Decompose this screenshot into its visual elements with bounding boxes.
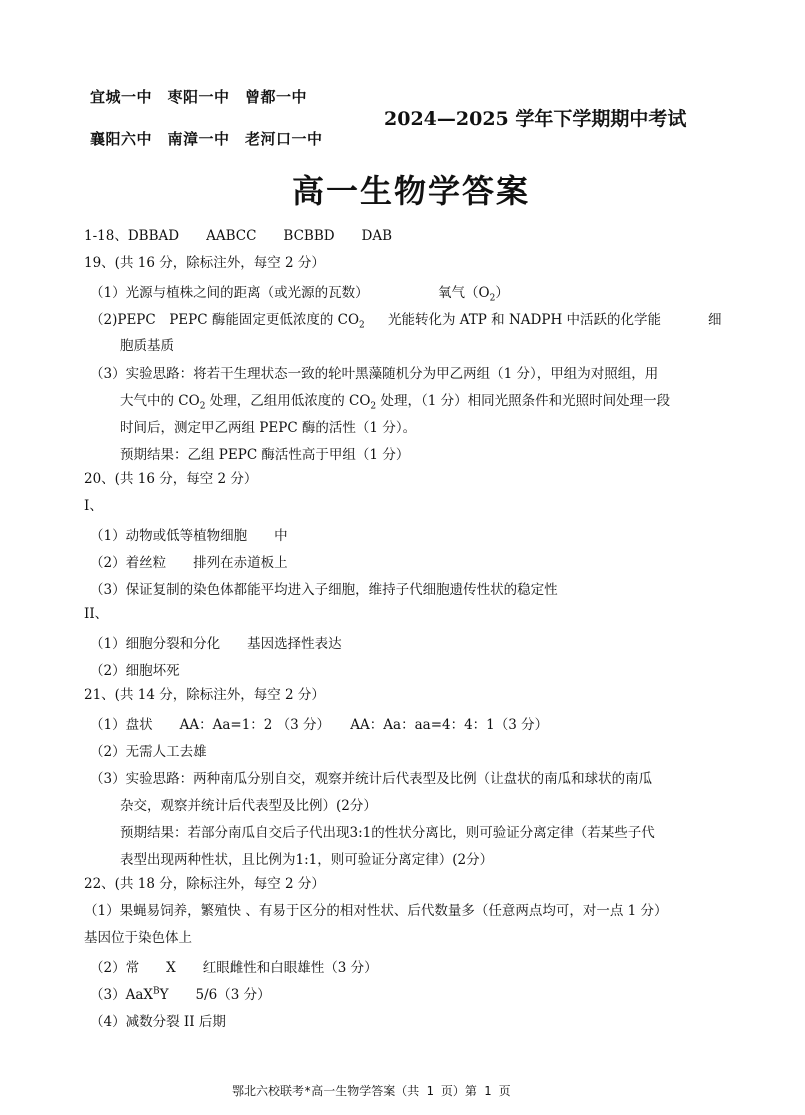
q19-2-answer-d: 胞质基质 (120, 338, 174, 354)
q21-2: （2）无需人工去雄 (90, 744, 207, 760)
q21-3-expected: 预期结果：若部分南瓜自交后子代出现3:1的性状分离比，则可验证分离定律（若某些子代 (120, 825, 655, 841)
school-list-row-2: 襄阳六中 南漳一中 老河口一中 (90, 130, 323, 148)
school-list-row-1: 宜城一中 枣阳一中 曾都一中 (90, 88, 308, 106)
q19-1-answer-b: 氧气$(O_2)$ (438, 285, 509, 304)
q21-3-expected-b: 表型出现两种性状，且比例为1:1，则可验证分离定律）(2分） (120, 852, 494, 868)
page-title: 高一生物学答案 (292, 172, 531, 210)
q21-3-b: 杂交，观察并统计后代表型及比例）(2分） (120, 798, 377, 814)
q20-II-2: （2）细胞坏死 (90, 663, 180, 679)
q21-heading: 21、(共 14 分，除标注外，每空 2 分） (84, 687, 325, 703)
q19-2-answer-b: 光能转化为 ATP 和 NADPH 中活跃的化学能 (388, 312, 662, 328)
q20-part-I: I、 (84, 498, 103, 514)
q22-2: （2）常 X 红眼雌性和白眼雄性（3 分） (90, 960, 378, 976)
q20-I-2: （2）着丝粒 排列在赤道板上 (90, 555, 288, 571)
q19-3-answer-c: 时间后，测定甲乙两组 PEPC 酶的活性（1 分）。 (120, 420, 417, 436)
q19-1-answer: （1）光源与植株之间的距离（或光源的瓦数） (90, 285, 369, 301)
q20-part-II: II、 (84, 606, 109, 622)
q19-3-answer: （3）实验思路：将若干生理状态一致的轮叶黑藻随机分为甲乙两组（1 分），甲组为对照组，用 (90, 366, 659, 382)
page-footer: 鄂北六校联考*高一生物学答案（共 1 页）第 1 页 (232, 1084, 511, 1098)
q19-2-answer: （2)PEPC PEPC 酶能固定更低浓度的 $CO_2$ (90, 312, 365, 331)
q22-1: （1）果蝇易饲养，繁殖快 、有易于区分的相对性状、后代数量多（任意两点均可，对一点 1 分） (84, 903, 668, 919)
q19-2-answer-c: 细 (708, 312, 722, 328)
q22-3: （3）AaX$^B$Y 5/6（3 分） (90, 986, 271, 1003)
q21-3: （3）实验思路：两种南瓜分别自交，观察并统计后代表型及比例（让盘状的南瓜和球状的南瓜 (90, 771, 653, 787)
q19-3-expected: 预期结果：乙组 PEPC 酶活性高于甲组（1 分） (120, 447, 410, 463)
q19-heading: 19、(共 16 分，除标注外，每空 2 分） (84, 255, 325, 271)
q20-I-3: （3）保证复制的染色体都能平均进入子细胞，维持子代细胞遗传性状的稳定性 (90, 582, 558, 598)
q20-I-1: （1）动物或低等植物细胞 中 (90, 528, 288, 544)
q22-4: （4）减数分裂 II 后期 (90, 1014, 226, 1030)
q22-1-b: 基因位于染色体上 (84, 930, 192, 946)
q19-3-answer-b: 大气中的 $CO_2$ 处理，乙组用低浓度的 $CO_2$ 处理，（1 分）相同光照条件和光照时间处理一段 (120, 393, 671, 412)
exam-title: 2024—2025 学年下学期期中考试 (384, 108, 687, 130)
q21-1: （1）盘状 AA：Aa=1：2 （3 分） AA：Aa：aa=4：4：1（3 分） (90, 717, 549, 733)
q20-heading: 20、(共 16 分，每空 2 分） (84, 471, 258, 487)
mc-answers: 1-18、DBBAD AABCC BCBBD DAB (84, 228, 393, 244)
q22-heading: 22、(共 18 分，除标注外，每空 2 分） (84, 876, 325, 892)
q20-II-1: （1）细胞分裂和分化 基因选择性表达 (90, 636, 342, 652)
